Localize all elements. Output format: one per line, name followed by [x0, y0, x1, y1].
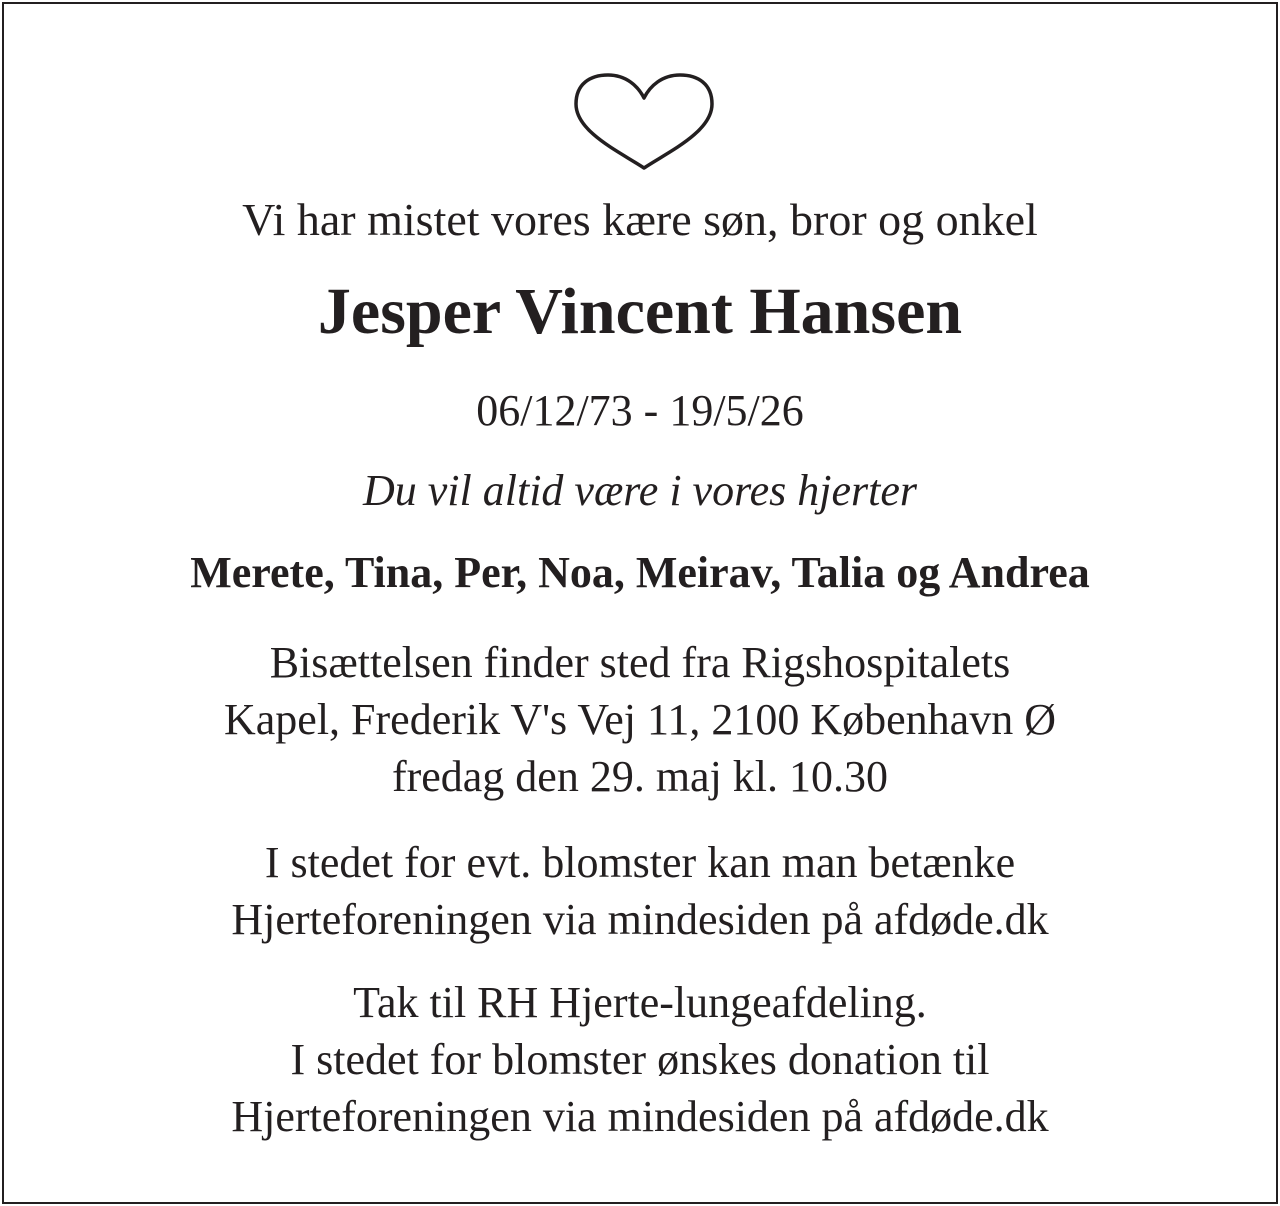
obituary-notice	[2, 2, 1278, 1204]
memorial-quote: Du vil altid være i vores hjerter	[363, 466, 917, 515]
intro-text: Vi har mistet vores kære søn, bror og onkel	[242, 194, 1038, 245]
flowers-line: Hjerteforeningen via mindesiden på afdøde.dk	[231, 895, 1049, 944]
funeral-line: Kapel, Frederik V's Vej 11, 2100 København Ø	[224, 695, 1056, 744]
funeral-line: fredag den 29. maj kl. 10.30	[391, 752, 889, 801]
deceased-name: Jesper Vincent Hansen	[317, 275, 963, 348]
thanks-note	[4, 974, 1276, 1145]
heart-outline-icon	[570, 70, 718, 174]
funeral-line: Bisættelsen finder sted fra Rigshospitalets	[269, 638, 1011, 687]
flowers-note	[4, 834, 1276, 948]
thanks-line: I stedet for blomster ønskes donation til	[290, 1035, 990, 1084]
flowers-line: I stedet for evt. blomster kan man betænke	[264, 838, 1016, 887]
family-names: Merete, Tina, Per, Noa, Meirav, Talia og Andrea	[190, 548, 1090, 597]
funeral-details	[4, 634, 1276, 805]
thanks-line: Hjerteforeningen via mindesiden på afdøde.dk	[231, 1092, 1049, 1141]
life-dates: 06/12/73 - 19/5/26	[476, 386, 804, 435]
thanks-line: Tak til RH Hjerte-lungeafdeling.	[353, 978, 927, 1027]
